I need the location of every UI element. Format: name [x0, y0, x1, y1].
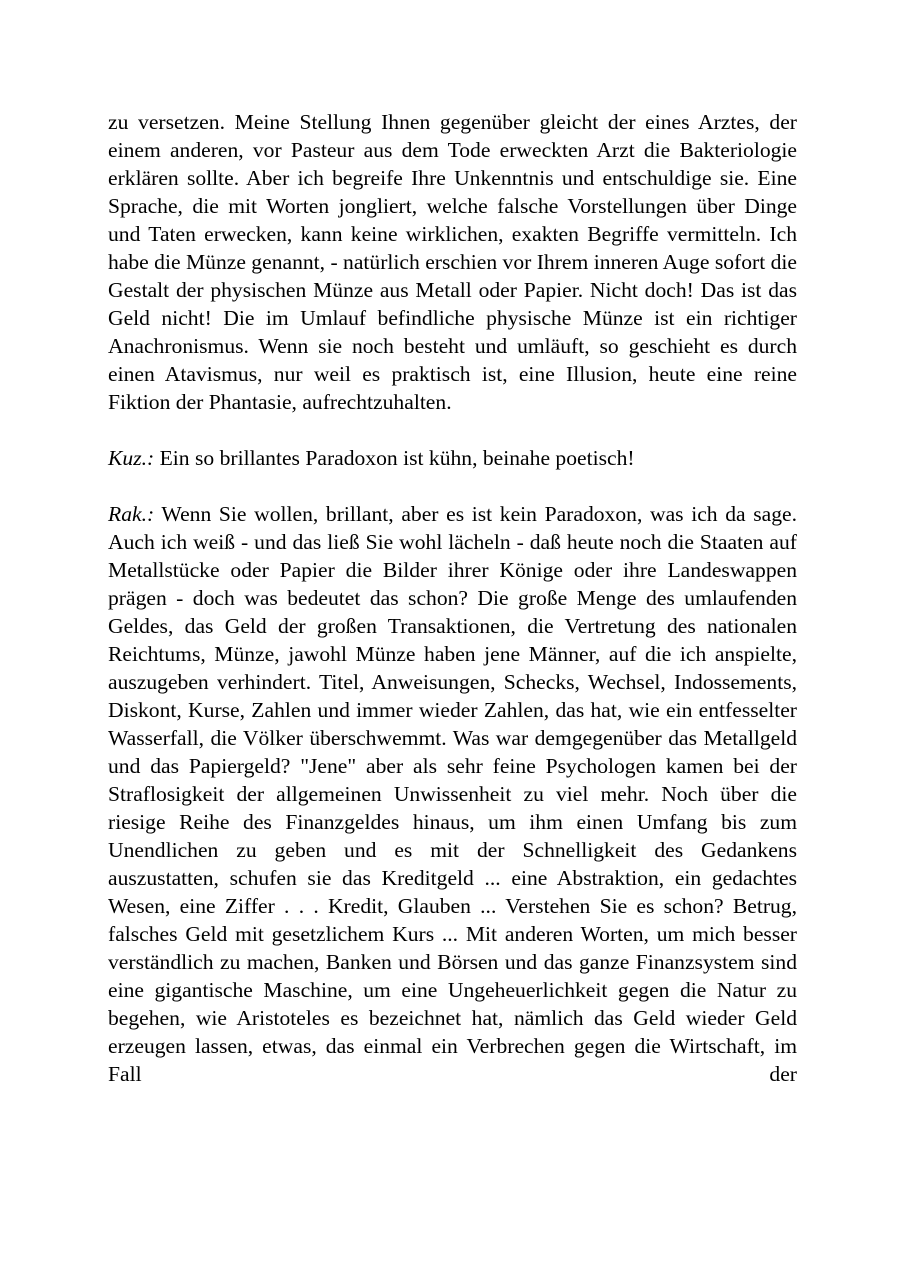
- paragraph-kuz: [108, 444, 797, 472]
- document-page: [108, 108, 797, 1116]
- speaker-label: Kuz.:: [108, 446, 155, 470]
- paragraph-narration: [108, 108, 797, 416]
- paragraph-text: Wenn Sie wollen, brillant, aber es ist kein Paradoxon, was ich da sage. Auch ich weiß - und das ließ Sie wohl lächeln - daß heute noch die Staaten auf Metallstücke oder Papier die Bilder ihrer Könige oder ihre Landeswappen prägen - doch was bedeutet das schon? Die große Menge des umlaufenden Geldes, das Geld der großen Transaktionen, die Vertretung des nationalen Reichtums, Münze, jawohl Münze haben jene Männer, auf die ich anspielte, auszugeben verhindert. Titel, Anweisungen, Schecks, Wechsel, Indossements, Diskont, Kurse, Zahlen und immer wieder Zahlen, das hat, wie ein entfesselter Wasserfall, die Völker überschwemmt. Was war demgegenüber das Metallgeld und das Papiergeld? "Jene" aber als sehr feine Psychologen kamen bei der Straflosigkeit der allgemeinen Unwissenheit zu viel mehr. Noch über die riesige Reihe des Finanzgeldes hinaus, um ihm einen Umfang bis zum Unendlichen zu geben und es mit der Schnelligkeit des Gedankens auszustatten, schufen sie das Kreditgeld ... eine Abstraktion, ein gedachtes Wesen, eine Ziffer . . . Kredit, Glauben ... Verstehen Sie es schon? Betrug, falsches Geld mit gesetzlichem Kurs ... Mit anderen Worten, um mich besser verständlich zu machen, Banken und Börsen und das ganze Finanzsystem sind eine gigantische Maschine, um eine Ungeheuerlichkeit gegen die Natur zu begehen, wie Aristoteles es bezeichnet hat, nämlich das Geld wieder Geld erzeugen lassen, etwas, das einmal ein Verbrechen gegen die Wirtschaft, im Fall der: [108, 502, 797, 1086]
- paragraph-text: Ein so brillantes Paradoxon ist kühn, beinahe poetisch!: [159, 446, 635, 470]
- paragraph-text: zu versetzen. Meine Stellung Ihnen gegenüber gleicht der eines Arztes, der einem anderen, vor Pasteur aus dem Tode erweckten Arzt die Bakteriologie erklären sollte. Aber ich begreife Ihre Unkenntnis und entschuldige sie. Eine Sprache, die mit Worten jongliert, welche falsche Vorstellungen über Dinge und Taten erwecken, kann keine wirklichen, exakten Begriffe vermitteln. Ich habe die Münze genannt, - natürlich erschien vor Ihrem inneren Auge sofort die Gestalt der physischen Münze aus Metall oder Papier. Nicht doch! Das ist das Geld nicht! Die im Umlauf befindliche physische Münze ist ein richtiger Anachronismus. Wenn sie noch besteht und umläuft, so geschieht es durch einen Atavismus, nur weil es praktisch ist, eine Illusion, heute eine reine Fiktion der Phantasie, aufrechtzuhalten.: [108, 110, 797, 414]
- speaker-label: Rak.:: [108, 502, 155, 526]
- paragraph-rak: [108, 500, 797, 1088]
